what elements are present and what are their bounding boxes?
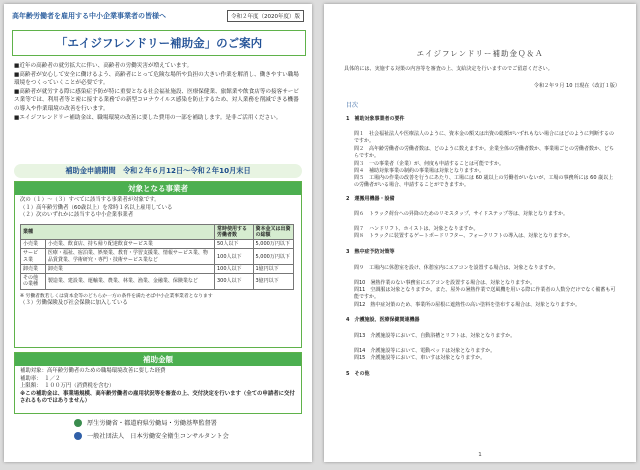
toc-question: 問２ 高年齢労働者の労働者数は、どのように数えますか。企業全体の労働者数か、事業場ごとの労働者数か、どちらですか。: [354, 146, 615, 159]
qa-page: [324, 4, 636, 462]
toc-section: 1 補助対象事業者の要件: [346, 116, 405, 122]
industry-detail-cell: 製造業、建設業、運輸業、農業、林業、漁業、金融業、保険業など: [45, 274, 214, 290]
header-title: 高年齢労働者を雇用する中小企業事業者の皆様へ: [12, 12, 166, 20]
association-logo-icon: [74, 432, 82, 440]
leaflet-title: 「エイジフレンドリー補助金」のご案内: [12, 30, 306, 56]
col-header-workers: 常時使用する労働者数: [214, 224, 253, 240]
bullet-item: ■エイジフレンドリー補助金は、職場環境の改善に要した費用の一部を補助します。是非ご活用ください。: [14, 114, 282, 121]
toc-question: 問５ 工場内の作業の改善を行うにあたり、工場には 60 歳以上の労働者がいないが、工場の事務所には 60 歳以上の労働者がいる場合、申請することができますか。: [354, 175, 614, 188]
industry-detail-cell: 医療・福祉、宿泊業、娯楽業、教育・学習支援業、情報サービス業、物品賃貸業、学術研究・専門・技術サービス業など: [45, 249, 214, 265]
toc-question: 問８ トラックに装置するゲートボードリフター、フォークリフトの導入は、対象となりますか。: [354, 233, 574, 239]
toc-question: 問14 介護施設等において、電動ベッドは対象となりますか。: [354, 348, 496, 354]
capital-cell: 3億円以下: [253, 274, 294, 290]
amount-heading: 補助金額: [15, 353, 301, 366]
qa-intro: 具体的には、実施する対策の内容等を審査の上、支給決定を行いますのでご留意ください。: [344, 66, 553, 72]
toc-heading: 目次: [346, 102, 359, 109]
page-number: 1: [478, 452, 482, 458]
industry-detail-cell: 小売業、飲食店、持ち帰り配達飲食サービス業: [45, 240, 214, 249]
table-row: [21, 249, 294, 265]
amount-target: 補助対象：高年齢労働者のための職場環境改善に要した経費: [20, 368, 166, 374]
capital-cell: 5,000万円以下: [253, 240, 294, 249]
workers-cell: 300人以下: [214, 274, 253, 290]
toc-question: 問15 介護施設等において、車いすは対象となりますか。: [354, 355, 486, 361]
workers-cell: 50人以下: [214, 240, 253, 249]
table-row: [21, 274, 294, 290]
toc-question: 問12 熱中症対策のため、事業所の屋根に遮熱性の高い塗料を塗布する場合は、対象となりますか。: [354, 302, 581, 308]
amount-rate: 補助率： １／２: [20, 375, 61, 382]
toc-question: 問10 暑熱作業のない事務室にエアコンを設置する場合は、対象となりますか。: [354, 280, 536, 286]
industry-detail-cell: 卸売業: [45, 264, 214, 273]
application-period: 補助金申請期間 令和２年６月12日～令和２年10月末日: [14, 164, 302, 178]
toc-section: 5 その他: [346, 371, 370, 377]
ministry-logo-icon: [74, 419, 82, 427]
table-row: [21, 264, 294, 273]
industry-cell: サービス業: [21, 249, 46, 265]
industry-table: [20, 224, 294, 290]
leaflet-header: [12, 10, 304, 24]
issuer-association: 一般社団法人 日本労働安全衛生コンサルタント会: [87, 433, 229, 440]
toc-question: 問11 空調服は対象となりますか。また、屋外の暑熱作業で送風機を用いる際に作業者の人数分だけでなく備蓄も可能ですか。: [354, 287, 616, 300]
toc-question: 問３ 一の事業者（企業）が、何度も申請することは可能ですか。: [354, 161, 505, 167]
toc-question: 問９ 工場内に休憩室を設け、休憩室内にエアコンを設置する場合は、対象となりますか。: [354, 265, 559, 271]
workers-cell: 100人以下: [214, 249, 253, 265]
eligible-heading: 対象となる事業者: [15, 182, 301, 195]
table-row: [21, 240, 294, 249]
issuer-footer: [74, 418, 304, 444]
workers-cell: 100人以下: [214, 264, 253, 273]
industry-cell: その他の業種: [21, 274, 46, 290]
bullet-item: ■高齢者が安心して安全に働けるよう、高齢者にとって危険な場所や負担の大きい作業を解消し、働きやすい職場環境をつくっていくことが必要です。: [14, 72, 299, 87]
toc-section: 3 熱中症予防対策等: [346, 249, 395, 255]
toc-question: 問７ ハンドリフト、ホイストは、対象となりますか。: [354, 226, 479, 232]
table-note: ※ 労働者数若しくは資本金等のどちらか一方の条件を満たせば中小企業事業者となります: [20, 293, 213, 299]
bullet-item: ■近年の高齢者の就労拡大に伴い、高齢者の労働災害が増えています。: [14, 63, 193, 69]
issuer-ministry: 厚生労働省・都道府県労働局・労働基準監督署: [87, 420, 217, 427]
capital-cell: 5,000万円以下: [253, 249, 294, 265]
industry-cell: 卸売業: [21, 264, 46, 273]
leaflet-page: [4, 4, 312, 462]
col-header-industry: 業種: [21, 224, 215, 240]
col-header-capital: 資本金又は出資の総額: [253, 224, 294, 240]
amount-warning: ※この補助金は、事業場規模、高年齢労働者の雇用状況等を審査の上、交付決定を行います（全ての申請者に交付されるものではありません）: [20, 390, 295, 405]
eligible-section: [14, 181, 302, 348]
capital-cell: 1億円以下: [253, 264, 294, 273]
toc-section: 2 運搬用機器・設備: [346, 196, 395, 202]
condition-1: （１）高年齢労働者（60歳以上）を常時１名以上雇用している: [20, 204, 173, 211]
qa-date: 令和２年９月 10 日現在（改訂１版）: [533, 83, 620, 89]
qa-title: エイジフレンドリー補助金Ｑ＆Ａ: [416, 49, 544, 58]
toc-question: 問１ 社会福祉法人や医療法人のように、資本金の額又は出資の総額がいずれもない場合にはどのように判断するのですか。: [354, 131, 615, 144]
toc-question: 問６ トラック荷台への昇降のためのリモスタップ、サイドステップ等は、対象となりますか。: [354, 211, 569, 217]
eligible-intro: 次の（１）～（３）すべてに該当する事業者が対象です。: [20, 197, 160, 203]
amount-section: [14, 352, 302, 414]
toc-question: 問４ 補助対象事業の制約の事業場は対象となりますか。: [354, 168, 485, 174]
industry-cell: 小売業: [21, 240, 46, 249]
toc-question: 問13 介護施設等において、自動浴槽とリフトは、対象となりますか。: [354, 333, 516, 339]
intro-bullets: [14, 62, 302, 123]
amount-cap: 上限額： １００万円（消費税を含む）: [20, 383, 115, 390]
condition-3: （３）労働保険及び社会保険に加入している: [20, 300, 128, 307]
fiscal-year-badge: 令和２年度（2020年度）版: [227, 10, 304, 22]
condition-2: （２）次のいずれかに該当する中小企業事業者: [20, 212, 134, 219]
toc-section: 4 介護施設、医療保健関連機器: [346, 317, 420, 323]
bullet-item: ■高齢者が就労する際に感染症予防が特に重要となる社会福祉施設、医療保健業、旅館業や飲食店等の接客サービス業等では、利用者等と密に接する業務での新型コロナウイルス感染を防止するため、対人業務を削減できる機器の導入や作業環境の改善を行います。: [14, 89, 299, 112]
